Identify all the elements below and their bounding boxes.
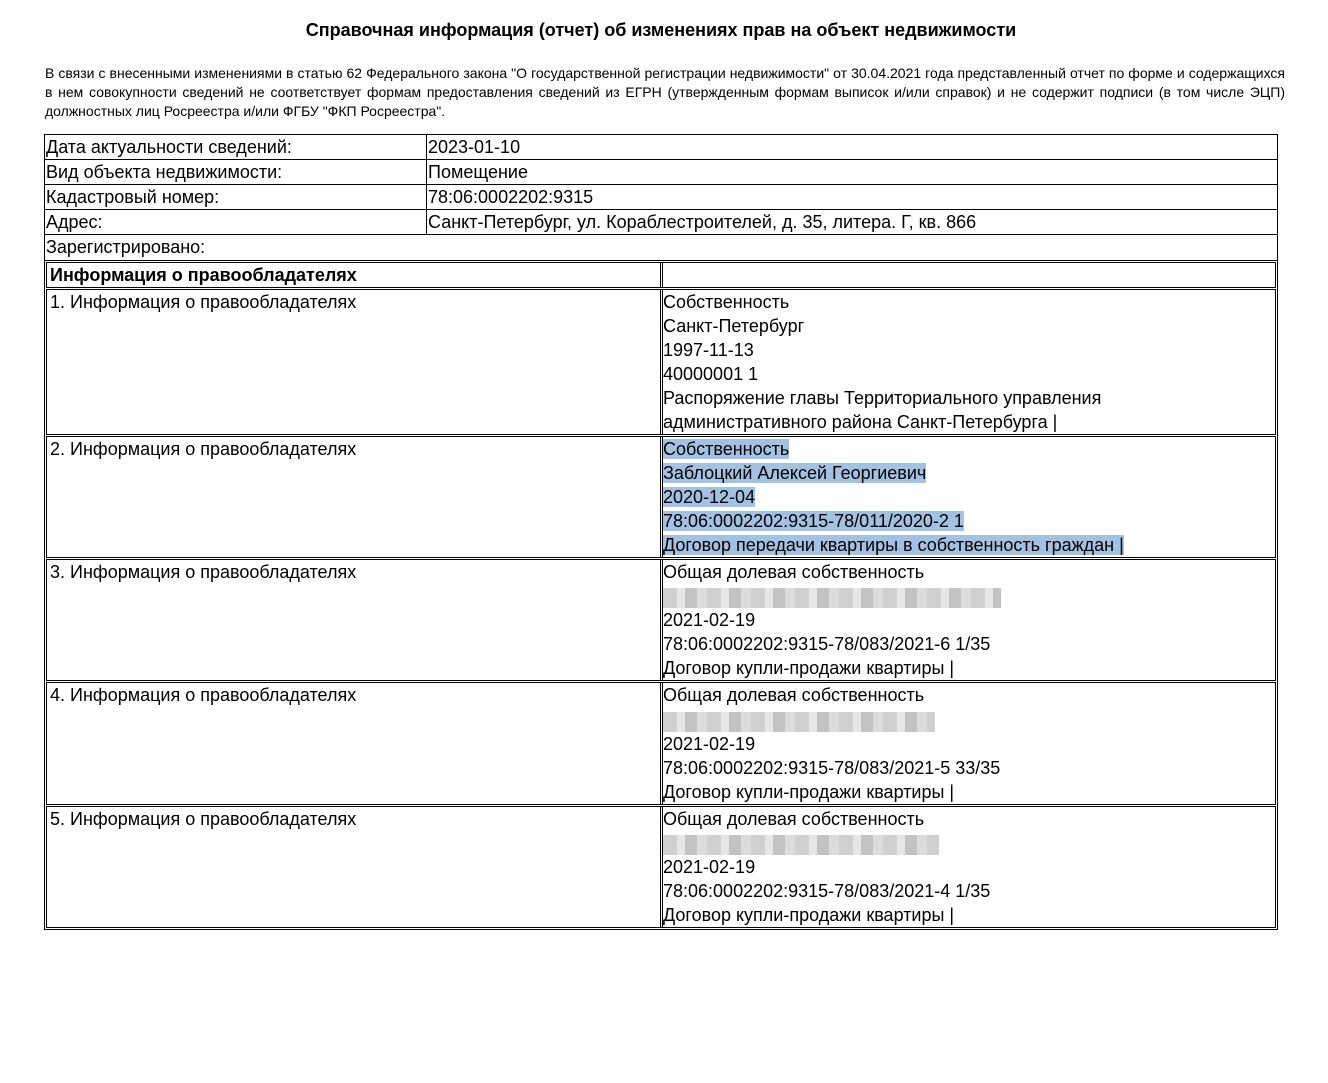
date-label: Дата актуальности сведений: xyxy=(45,135,427,159)
registration-record-line xyxy=(663,509,1275,533)
holder-name[interactable]: Заблоцкий Алексей Георгиевич xyxy=(663,463,927,483)
object-type-value: Помещение xyxy=(428,162,528,182)
holder-row-label: 1. Информация о правообладателях xyxy=(47,290,661,434)
holder-row-details xyxy=(662,290,1275,434)
info-row-address xyxy=(45,210,1277,235)
basis-document: Договор купли-продажи квартиры | xyxy=(663,658,955,679)
redacted-holder-name xyxy=(663,712,935,732)
rights-holders-table xyxy=(44,260,1278,930)
basis-document: Договор купли-продажи квартиры | xyxy=(663,904,955,925)
date-value: 2023-01-10 xyxy=(428,137,521,157)
holder-row-details xyxy=(662,437,1275,557)
info-row-type xyxy=(45,160,1277,185)
registration-record: 78:06:0002202:9315-78/083/2021-6 1/35 xyxy=(663,634,991,655)
holders-header-row xyxy=(46,262,1276,288)
table-row xyxy=(46,289,1276,435)
object-info-table xyxy=(44,134,1278,261)
holder-name: Санкт-Петербург xyxy=(663,316,805,336)
address-label: Адрес: xyxy=(45,210,427,234)
document-title: Справочная информация (отчет) об изменениях прав на объект недвижимости xyxy=(305,20,1017,40)
right-type: Общая долевая собственность xyxy=(663,685,925,706)
address-value: Санкт-Петербург, ул. Кораблестроителей, д. 35, литера. Г, кв. 866 xyxy=(428,212,977,232)
right-type: Общая долевая собственность xyxy=(663,562,925,582)
legal-notice xyxy=(45,64,1285,121)
basis-document: Распоряжение главы Территориального управления xyxy=(663,388,1102,408)
right-type-line xyxy=(663,437,1275,461)
holder-row-details xyxy=(662,807,1275,927)
right-type[interactable]: Собственность xyxy=(663,439,790,459)
registration-date: 2021-02-19 xyxy=(663,733,756,754)
info-row-registered xyxy=(45,235,1277,260)
registration-record: 78:06:0002202:9315-78/083/2021-4 1/35 xyxy=(663,880,991,901)
holders-header-empty xyxy=(662,263,1275,287)
holder-name-redacted-line xyxy=(663,831,1275,855)
holder-name-redacted-line xyxy=(663,707,1275,731)
right-type: Общая долевая собственность xyxy=(663,808,925,829)
holder-row-label: 4. Информация о правообладателях xyxy=(47,683,661,803)
holder-row-details xyxy=(662,560,1275,680)
redacted-holder-name xyxy=(663,835,939,855)
right-type: Собственность xyxy=(663,292,790,312)
holder-name-line xyxy=(663,461,1275,485)
registration-date: 2021-02-19 xyxy=(663,856,756,877)
registration-date-line xyxy=(663,485,1275,509)
basis-document[interactable]: Договор передачи квартиры в собственность граждан | xyxy=(663,535,1124,555)
holder-row-details xyxy=(662,683,1275,803)
registered-label: Зарегистрировано: xyxy=(46,237,206,257)
basis-document: Договор купли-продажи квартиры | xyxy=(663,781,955,802)
table-row xyxy=(46,559,1276,681)
cadastral-label: Кадастровый номер: xyxy=(45,185,427,209)
registration-date: 2021-02-19 xyxy=(663,610,756,631)
info-row-date xyxy=(45,135,1277,160)
redacted-holder-name xyxy=(663,588,1001,608)
cadastral-value: 78:06:0002202:9315 xyxy=(428,187,594,207)
registration-record: 40000001 1 xyxy=(663,364,759,384)
table-row xyxy=(46,806,1276,928)
registration-record: 78:06:0002202:9315-78/083/2021-5 33/35 xyxy=(663,757,1001,778)
object-type-label: Вид объекта недвижимости: xyxy=(45,160,427,184)
holder-row-label: 5. Информация о правообладателях xyxy=(47,807,661,927)
registration-date[interactable]: 2020-12-04 xyxy=(663,487,756,507)
basis-document-cont: административного района Санкт-Петербурга | xyxy=(663,412,1058,432)
registration-date: 1997-11-13 xyxy=(663,340,754,360)
registration-record[interactable]: 78:06:0002202:9315-78/011/2020-2 1 xyxy=(663,511,964,531)
info-row-cadastral xyxy=(45,185,1277,210)
holder-name-redacted-line xyxy=(663,584,1275,608)
basis-document-line xyxy=(663,533,1275,557)
table-row xyxy=(46,436,1276,558)
holder-row-label: 2. Информация о правообладателях xyxy=(47,437,661,557)
holder-row-label: 3. Информация о правообладателях xyxy=(47,560,661,680)
table-row xyxy=(46,682,1276,804)
legal-notice-text: В связи с внесенными изменениями в статью 62 Федерального закона "О государственной регистрации недвижимости" от 30.04.2021 года представленный отчет по форме и содержащихся в нем совокупности сведений не соответствует формам предоставления сведений из ЕГРН (утвержденным формам выписок и/или справок) и не содержит подписи (в том числе ЭЦП) должностных лиц Росреестра и/или ФГБУ "ФКП Росреестра". xyxy=(45,65,1285,119)
holders-header: Информация о правообладателях xyxy=(47,263,661,287)
